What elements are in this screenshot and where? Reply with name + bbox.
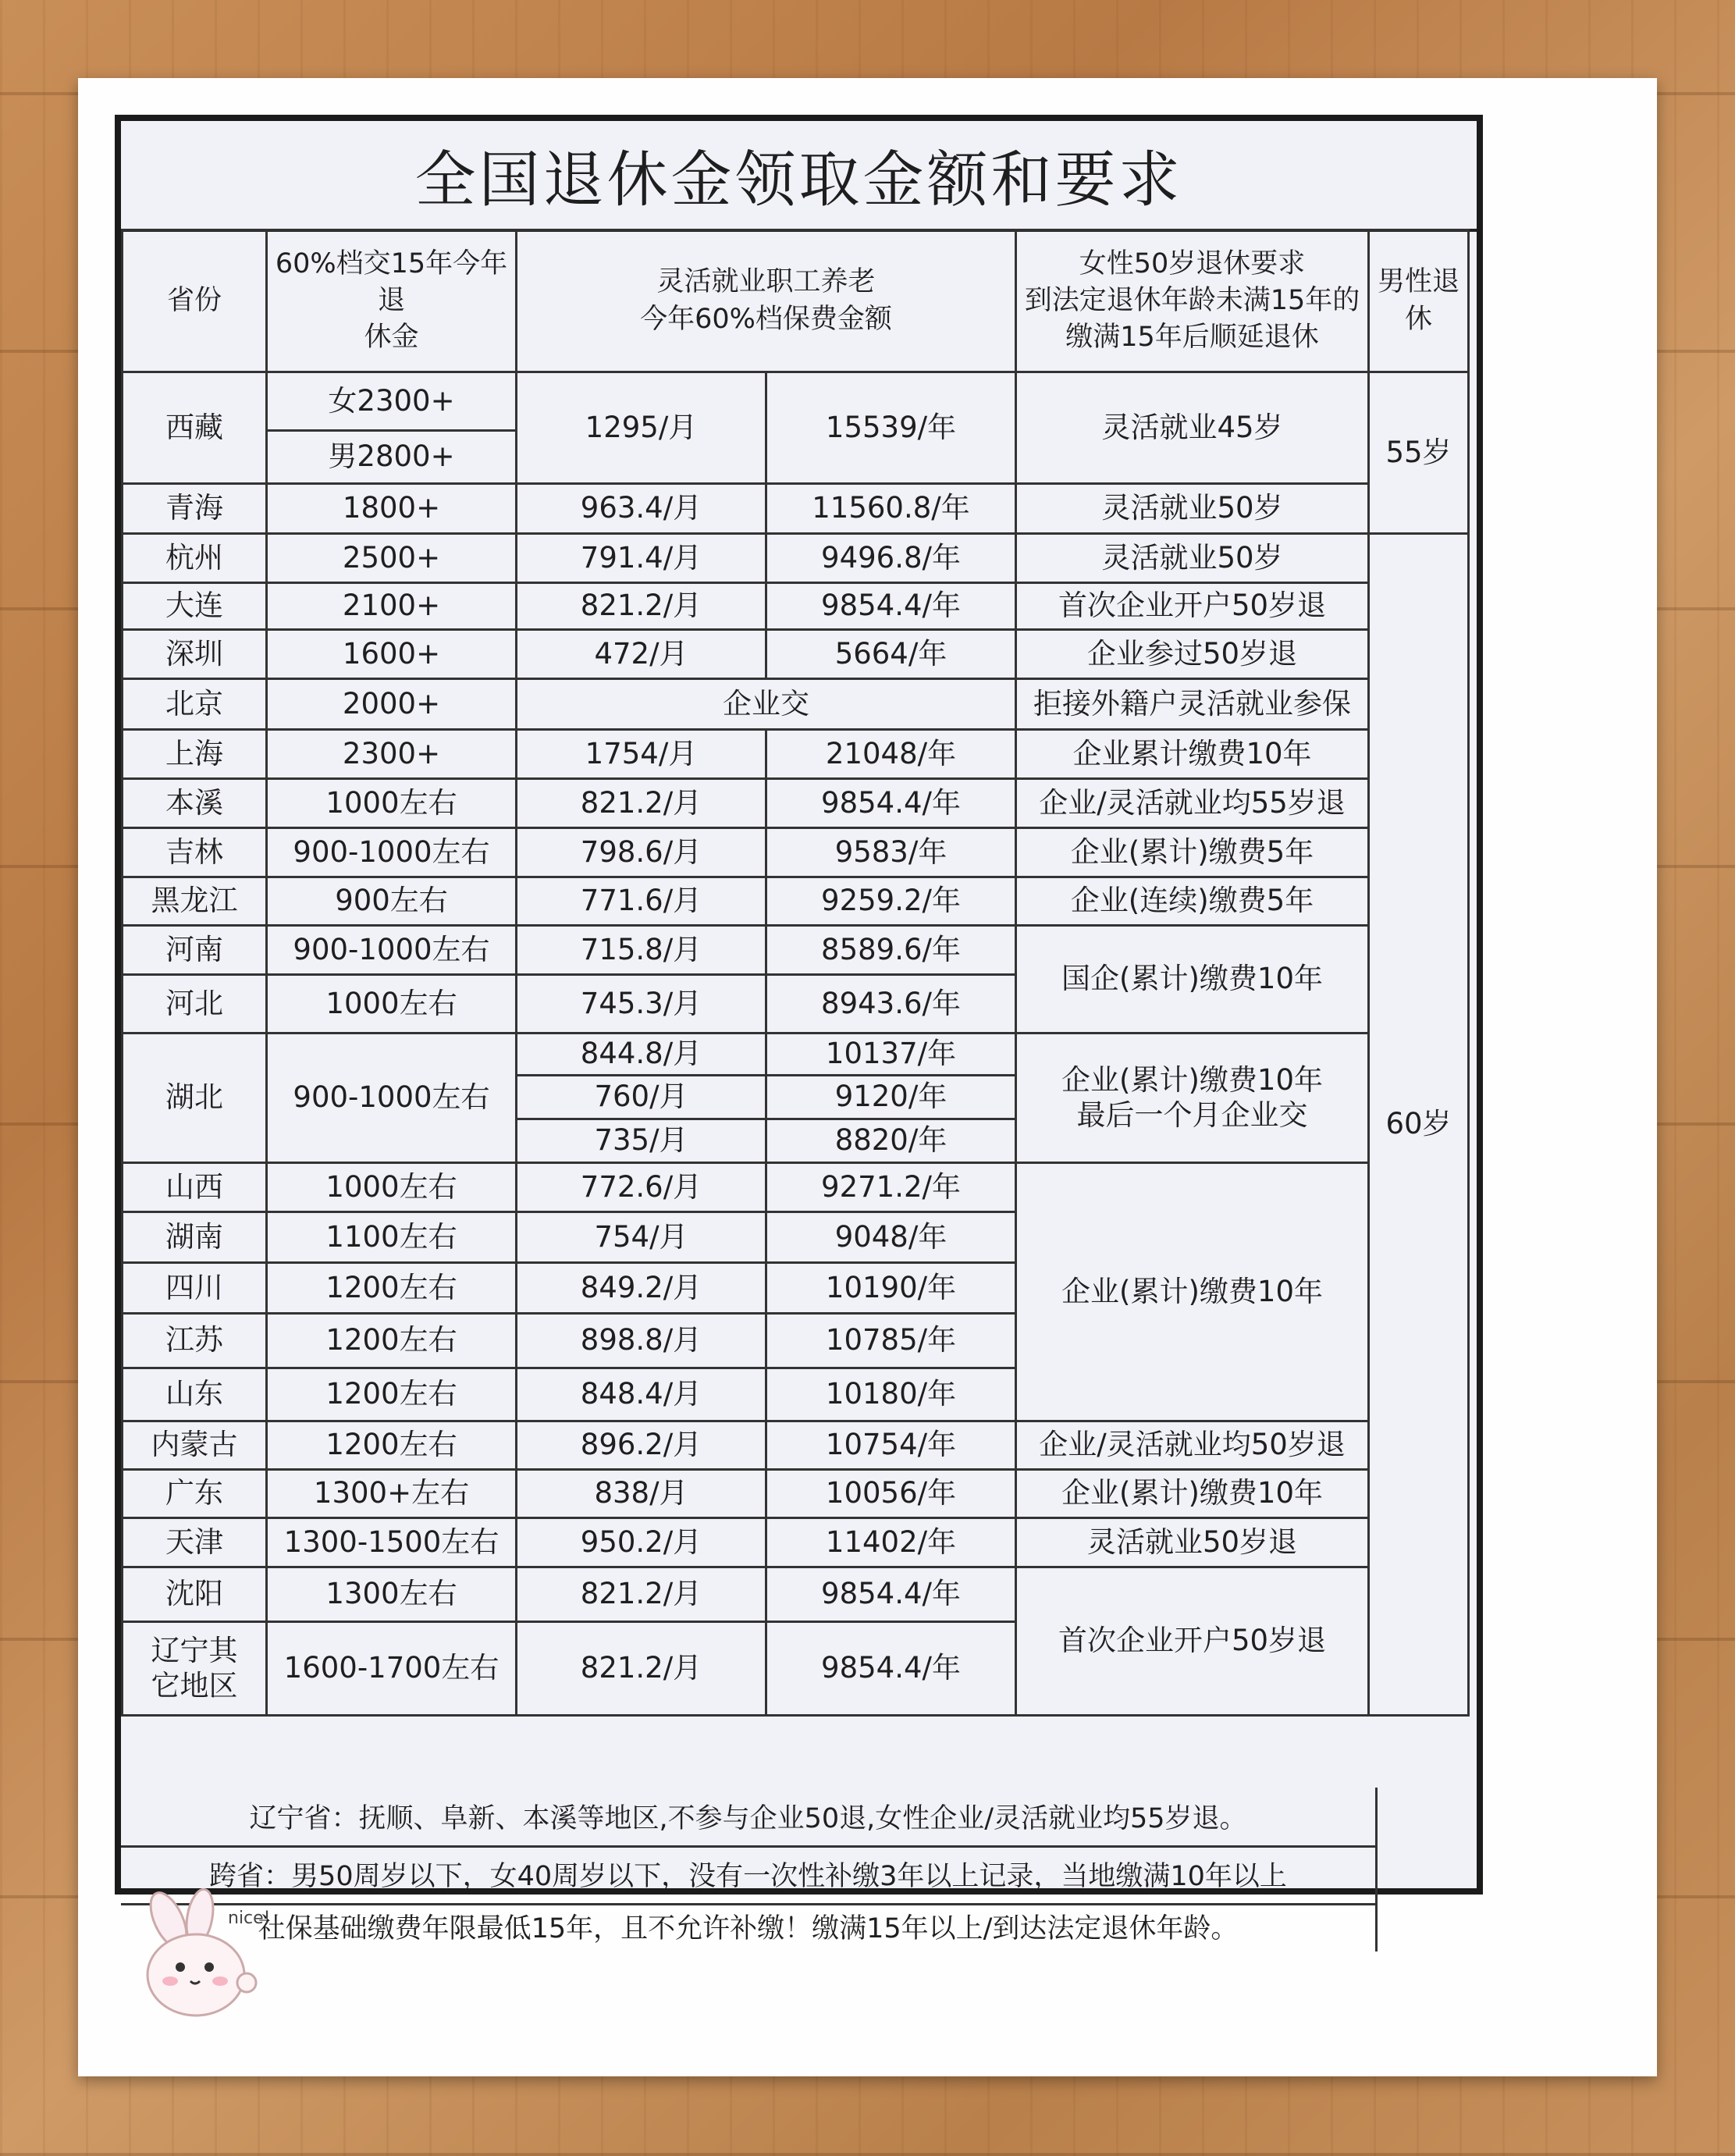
yearly-cell: 10754/年: [766, 1421, 1016, 1470]
province-cell: 青海: [123, 484, 267, 534]
province-cell: 西藏: [123, 372, 267, 484]
yearly-cell: 10190/年: [766, 1263, 1016, 1314]
pension-cell: 1300-1500左右: [267, 1518, 517, 1567]
female-req-cell: 灵活就业50岁: [1016, 484, 1369, 534]
monthly-cell: 821.2/月: [517, 1567, 766, 1622]
yearly-cell: 10180/年: [766, 1368, 1016, 1421]
yearly-cell: 10056/年: [766, 1470, 1016, 1518]
table-row: [123, 630, 1469, 679]
pension-cell: 900-1000左右: [267, 926, 517, 975]
monthly-cell: 950.2/月: [517, 1518, 766, 1567]
pension-cell: 900左右: [267, 877, 517, 926]
header-flexible: 灵活就业职工养老 今年60%档保费金额: [517, 230, 1016, 372]
province-cell: 湖南: [123, 1212, 267, 1263]
female-req-cell: 拒接外籍户灵活就业参保: [1016, 679, 1369, 730]
pension-cell: 1300左右: [267, 1567, 517, 1622]
monthly-cell: 472/月: [517, 630, 766, 679]
yearly-cell: 11560.8/年: [766, 484, 1016, 534]
footnote-liaoning: 辽宁省：抚顺、阜新、本溪等地区,不参与企业50退,女性企业/灵活就业均55岁退。: [121, 1788, 1375, 1848]
yearly-cell: 9854.4/年: [766, 583, 1016, 630]
yearly-cell: 9496.8/年: [766, 534, 1016, 583]
table-row: [123, 372, 1469, 431]
table-row: [123, 730, 1469, 779]
pension-cell: 900-1000左右: [267, 1034, 517, 1163]
pension-cell: 1800+: [267, 484, 517, 534]
monthly-cell: 791.4/月: [517, 534, 766, 583]
province-cell: 广东: [123, 1470, 267, 1518]
yearly-cell: 21048/年: [766, 730, 1016, 779]
yearly-cell: 9048/年: [766, 1212, 1016, 1263]
province-cell: 上海: [123, 730, 267, 779]
table-row: [123, 1163, 1469, 1212]
province-line: 它地区: [151, 1668, 238, 1702]
header-pension: 60%档交15年今年 退 休金: [267, 230, 517, 372]
female-req-line: 最后一个月企业交: [1076, 1098, 1308, 1132]
male-age-60: 60岁: [1369, 534, 1469, 1716]
table-row: [123, 484, 1469, 534]
female-req-cell: 企业/灵活就业均55岁退: [1016, 779, 1369, 828]
monthly-cell: 821.2/月: [517, 779, 766, 828]
pension-cell: 2000+: [267, 679, 517, 730]
male-column-tail: [1375, 1788, 1470, 1951]
province-cell: 天津: [123, 1518, 267, 1567]
female-req-cell: 灵活就业50岁: [1016, 534, 1369, 583]
table-row: [123, 534, 1469, 583]
monthly-cell: 844.8/月: [517, 1034, 766, 1076]
pension-cell: 男2800+: [267, 431, 517, 484]
female-req-cell: 灵活就业45岁: [1016, 372, 1369, 484]
yearly-cell: 9271.2/年: [766, 1163, 1016, 1212]
sticker-text: nice!: [228, 1909, 271, 1928]
female-req-cell: 首次企业开户50岁退: [1016, 583, 1369, 630]
yearly-cell: 9854.4/年: [766, 779, 1016, 828]
header-province: 省份: [123, 230, 267, 372]
monthly-cell: 849.2/月: [517, 1263, 766, 1314]
merged-payment-cell: 企业交: [517, 679, 1016, 730]
monthly-cell: 754/月: [517, 1212, 766, 1263]
table-row: [123, 1518, 1469, 1567]
pension-cell: 1600-1700左右: [267, 1622, 517, 1716]
yearly-cell: 8820/年: [766, 1119, 1016, 1163]
female-req-cell: 国企(累计)缴费10年: [1016, 926, 1369, 1034]
pension-cell: 2300+: [267, 730, 517, 779]
province-cell: 深圳: [123, 630, 267, 679]
monthly-cell: 896.2/月: [517, 1421, 766, 1470]
yearly-cell: 9259.2/年: [766, 877, 1016, 926]
female-req-line: 企业(累计)缴费10年: [1061, 1063, 1323, 1098]
monthly-cell: 715.8/月: [517, 926, 766, 975]
pension-cell: 1000左右: [267, 779, 517, 828]
province-cell: 内蒙古: [123, 1421, 267, 1470]
monthly-cell: 1295/月: [517, 372, 766, 484]
pension-cell: 1200左右: [267, 1421, 517, 1470]
pension-cell: 1200左右: [267, 1314, 517, 1368]
female-req-cell: [1016, 1034, 1369, 1163]
pension-cell: 1100左右: [267, 1212, 517, 1263]
female-req-cell: 企业/灵活就业均50岁退: [1016, 1421, 1369, 1470]
province-cell: 山西: [123, 1163, 267, 1212]
province-cell: 山东: [123, 1368, 267, 1421]
province-cell: [123, 1622, 267, 1716]
monthly-cell: 898.8/月: [517, 1314, 766, 1368]
header-row: [123, 230, 1469, 372]
female-req-cell: 企业(累计)缴费5年: [1016, 828, 1369, 877]
province-cell: 江苏: [123, 1314, 267, 1368]
province-cell: 北京: [123, 679, 267, 730]
yearly-cell: 15539/年: [766, 372, 1016, 484]
province-cell: 湖北: [123, 1034, 267, 1163]
female-req-cell: 企业(连续)缴费5年: [1016, 877, 1369, 926]
pension-table: [121, 229, 1470, 1717]
province-cell: 沈阳: [123, 1567, 267, 1622]
table-row: [123, 779, 1469, 828]
yearly-cell: 9583/年: [766, 828, 1016, 877]
province-cell: 四川: [123, 1263, 267, 1314]
pension-cell: 女2300+: [267, 372, 517, 431]
province-cell: 杭州: [123, 534, 267, 583]
pension-cell: 2100+: [267, 583, 517, 630]
monthly-cell: 821.2/月: [517, 1622, 766, 1716]
header-male: 男性退 休: [1369, 230, 1469, 372]
pension-cell: 1000左右: [267, 975, 517, 1034]
province-cell: 本溪: [123, 779, 267, 828]
pension-cell: 900-1000左右: [267, 828, 517, 877]
monthly-cell: 745.3/月: [517, 975, 766, 1034]
pension-cell: 2500+: [267, 534, 517, 583]
pension-cell: 1600+: [267, 630, 517, 679]
province-cell: 黑龙江: [123, 877, 267, 926]
monthly-cell: 771.6/月: [517, 877, 766, 926]
yearly-cell: 8943.6/年: [766, 975, 1016, 1034]
monthly-cell: 798.6/月: [517, 828, 766, 877]
yearly-cell: 9854.4/年: [766, 1567, 1016, 1622]
table-row: [123, 1567, 1469, 1622]
female-req-cell: 企业(累计)缴费10年: [1016, 1163, 1369, 1421]
table-row: [123, 828, 1469, 877]
province-cell: 大连: [123, 583, 267, 630]
pension-cell: 1300+左右: [267, 1470, 517, 1518]
monthly-cell: 772.6/月: [517, 1163, 766, 1212]
header-female: 女性50岁退休要求 到法定退休年龄未满15年的 缴满15年后顺延退休: [1016, 230, 1369, 372]
monthly-cell: 1754/月: [517, 730, 766, 779]
province-cell: 吉林: [123, 828, 267, 877]
yearly-cell: 8589.6/年: [766, 926, 1016, 975]
female-req-cell: 企业(累计)缴费10年: [1016, 1470, 1369, 1518]
monthly-cell: 838/月: [517, 1470, 766, 1518]
pension-cell: 1200左右: [267, 1368, 517, 1421]
table-row: [123, 1034, 1469, 1076]
pension-cell: 1000左右: [267, 1163, 517, 1212]
province-line: 辽宁其: [151, 1634, 238, 1668]
table-row: [123, 926, 1469, 975]
pension-cell: 1200左右: [267, 1263, 517, 1314]
yearly-cell: 9120/年: [766, 1076, 1016, 1119]
table-row: [123, 679, 1469, 730]
table-row: [123, 1470, 1469, 1518]
monthly-cell: 760/月: [517, 1076, 766, 1119]
female-req-cell: 首次企业开户50岁退: [1016, 1567, 1369, 1716]
yearly-cell: 5664/年: [766, 630, 1016, 679]
footnote-cross-province: 跨省：男50周岁以下，女40周岁以下，没有一次性补缴3年以上记录，当地缴满10年以上: [121, 1845, 1375, 1905]
monthly-cell: 735/月: [517, 1119, 766, 1163]
table-row: [123, 583, 1469, 630]
table-row: [123, 1421, 1469, 1470]
footnote-min-years: 社保基础缴费年限最低15年，且不允许补缴！缴满15年以上/到达法定退休年龄。: [258, 1913, 1239, 1944]
table-row: [123, 877, 1469, 926]
male-age-55: 55岁: [1369, 372, 1469, 534]
female-req-cell: 企业累计缴费10年: [1016, 730, 1369, 779]
monthly-cell: 848.4/月: [517, 1368, 766, 1421]
page-title: 全国退休金领取金额和要求: [121, 121, 1477, 232]
yearly-cell: 11402/年: [766, 1518, 1016, 1567]
monthly-cell: 821.2/月: [517, 583, 766, 630]
province-cell: 河南: [123, 926, 267, 975]
yearly-cell: 10137/年: [766, 1034, 1016, 1076]
yearly-cell: 9854.4/年: [766, 1622, 1016, 1716]
female-req-cell: 企业参过50岁退: [1016, 630, 1369, 679]
province-cell: 河北: [123, 975, 267, 1034]
female-req-cell: 灵活就业50岁退: [1016, 1518, 1369, 1567]
yearly-cell: 10785/年: [766, 1314, 1016, 1368]
monthly-cell: 963.4/月: [517, 484, 766, 534]
